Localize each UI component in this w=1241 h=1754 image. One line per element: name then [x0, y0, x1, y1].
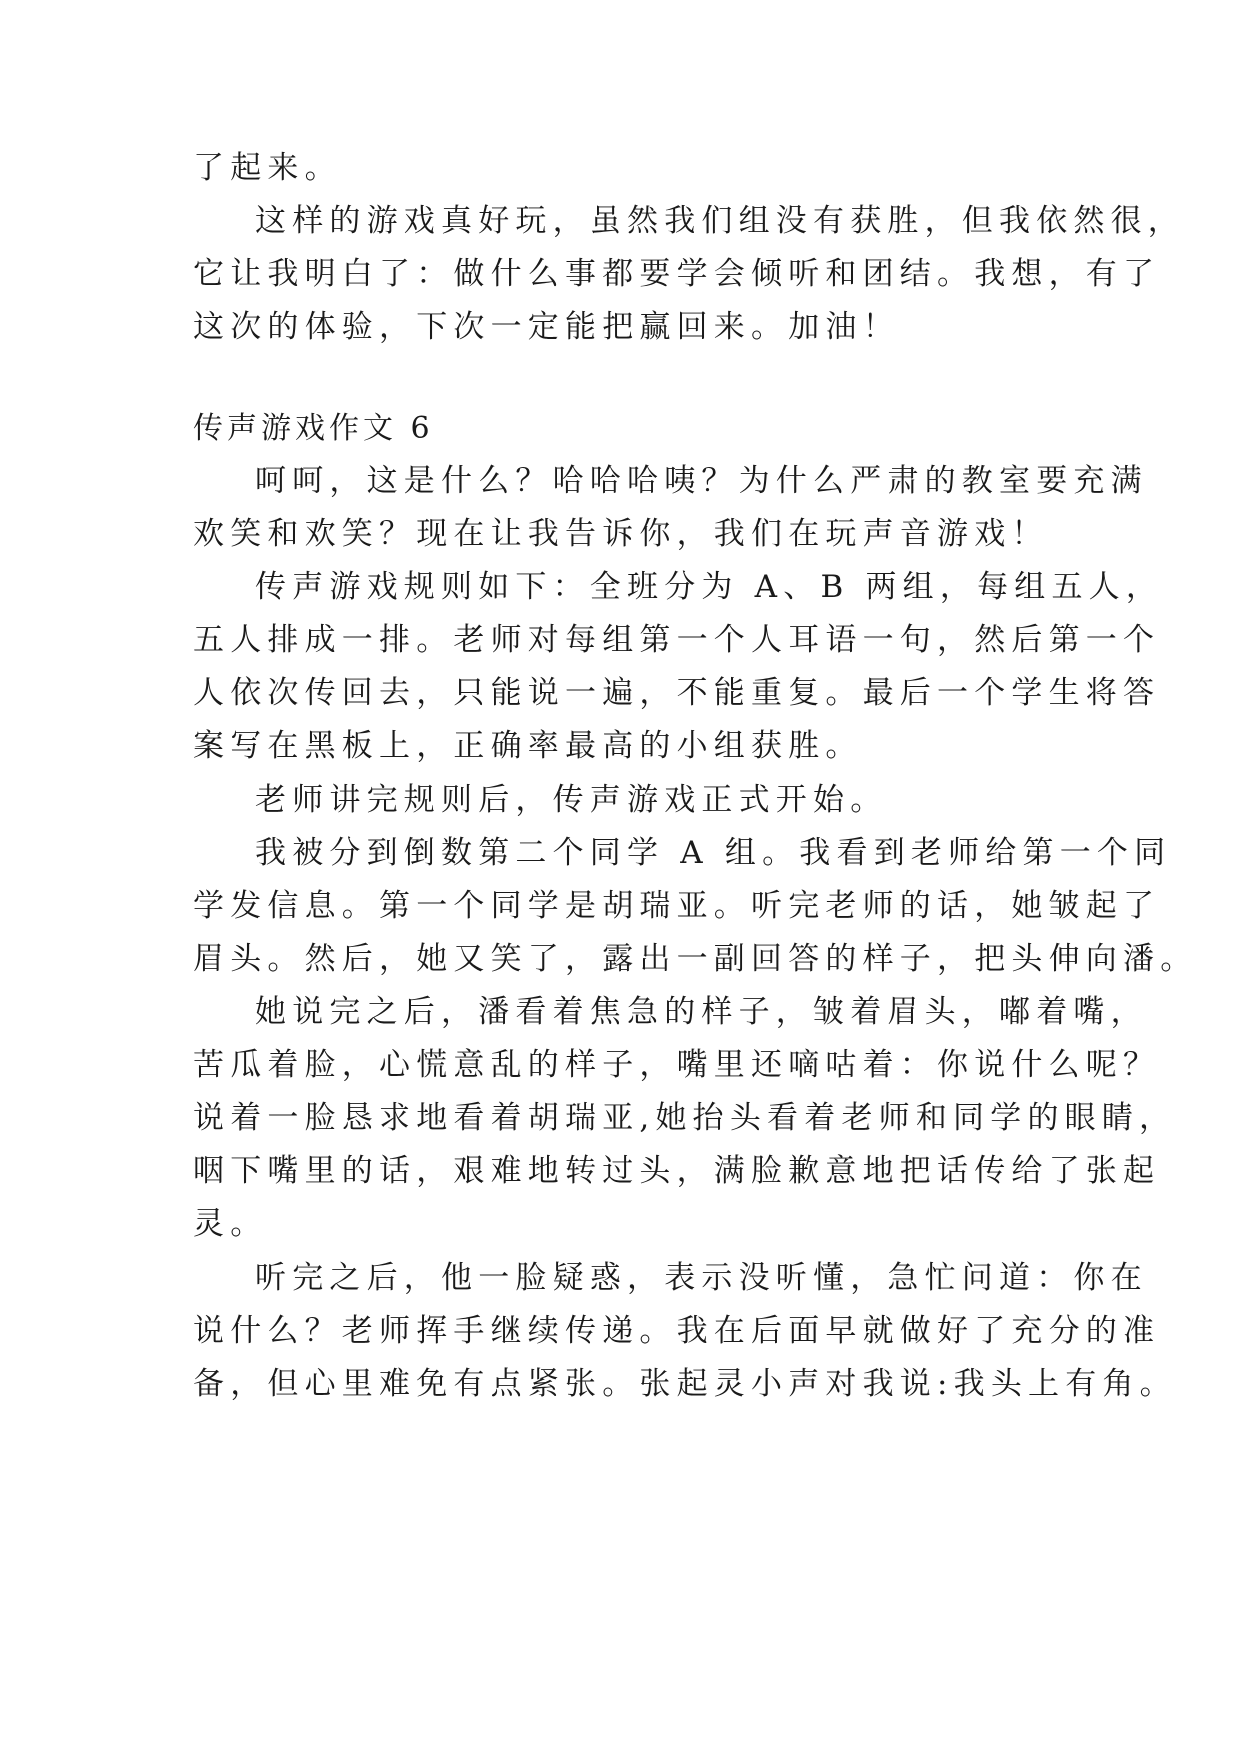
text-line: 五人排成一排。老师对每组第一个人耳语一句，然后第一个: [193, 622, 1161, 658]
text-line: 老师讲完规则后，传声游戏正式开始。: [255, 782, 888, 818]
text-line: 灵。: [193, 1206, 268, 1242]
text-line: 这次的体验，下次一定能把赢回来。加油！: [193, 309, 900, 345]
text-line: 咽下嘴里的话，艰难地转过头，满脸歉意地把话传给了张起: [193, 1153, 1161, 1189]
text-line: 听完之后，他一脸疑惑，表示没听懂，急忙问道：你在: [255, 1260, 1148, 1296]
text-line: 它让我明白了：做什么事都要学会倾听和团结。我想，有了: [193, 256, 1161, 292]
text-line: 人依次传回去，只能说一遍，不能重复。最后一个学生将答: [193, 675, 1161, 711]
text-line: 学发信息。第一个同学是胡瑞亚。听完老师的话，她皱起了: [193, 888, 1161, 924]
text-line: 说什么？老师挥手继续传递。我在后面早就做好了充分的准: [193, 1313, 1161, 1349]
text-line: 说着一脸恳求地看着胡瑞亚,她抬头看着老师和同学的眼睛，: [193, 1100, 1177, 1136]
text-line: 呵呵，这是什么？哈哈哈咦？为什么严肃的教室要充满: [255, 463, 1148, 499]
text-line: 欢笑和欢笑？现在让我告诉你，我们在玩声音游戏！: [193, 516, 1049, 552]
section-heading: 传声游戏作文 6: [193, 411, 434, 446]
text-line: 案写在黑板上，正确率最高的小组获胜。: [193, 728, 863, 764]
text-line: 了起来。: [193, 150, 342, 186]
text-line: 备，但心里难免有点紧张。张起灵小声对我说:我头上有角。: [193, 1366, 1177, 1402]
text-line: 我被分到倒数第二个同学 A 组。我看到老师给第一个同: [255, 835, 1172, 871]
text-line: 传声游戏规则如下：全班分为 A、B 两组，每组五人，: [255, 569, 1164, 605]
text-line: 眉头。然后，她又笑了，露出一副回答的样子，把头伸向潘。: [193, 941, 1198, 977]
text-line: 苦瓜着脸，心慌意乱的样子，嘴里还嘀咕着：你说什么呢？: [193, 1047, 1161, 1083]
text-line: 她说完之后，潘看着焦急的样子，皱着眉头，嘟着嘴，: [255, 994, 1148, 1030]
text-line: 这样的游戏真好玩，虽然我们组没有获胜，但我依然很，: [255, 203, 1185, 239]
